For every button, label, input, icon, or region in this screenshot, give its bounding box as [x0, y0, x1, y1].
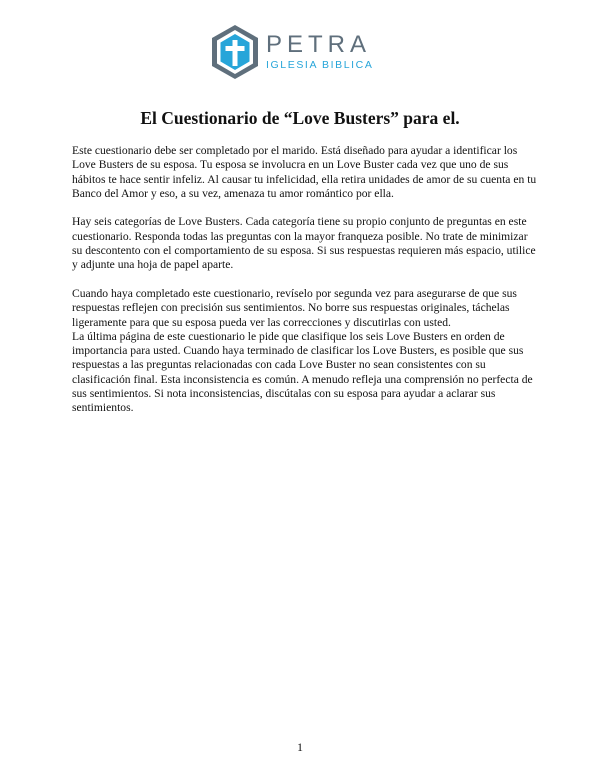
logo-name: PETRA	[266, 31, 372, 58]
logo-subtitle: IGLESIA BIBLICA	[266, 59, 374, 71]
cross-shield-icon	[210, 24, 260, 80]
paragraph-review: Cuando haya completado este cuestionario, revíselo por segunda vez para asegurarse de que sus respuestas reflejen con precisión sus sentimientos. No borre sus respuestas originales, táchelas ligeramente para que su esposa pueda ver las correcciones y discutirlas con usted.	[72, 286, 517, 329]
paragraph-categories: Hay seis categorías de Love Busters. Cada categoría tiene su propio conjunto de preguntas en este cuestionario. Responda todas las preguntas con la mayor franqueza posible. No trate de minimizar su descontento con el comportamiento de su esposa. Si sus respuestas requieren más espacio, utilice y adjunte una hoja de papel aparte.	[72, 215, 536, 272]
document-title: El Cuestionario de “Love Busters” para el.	[140, 108, 460, 128]
paragraph-intro: Este cuestionario debe ser completado por el marido. Está diseñado para ayudar a identificar los Love Busters de su esposa. Tu esposa se involucra en un Love Buster cada vez que uno de sus hábitos te hace sentir infeliz. Al causar tu infelicidad, ella retira unidades de amor de su cuenta en tu Banco del Amor y eso, a su vez, amenaza tu amor romántico por ella.	[72, 144, 537, 200]
document-body	[72, 144, 538, 430]
paragraph-ranking: La última página de este cuestionario le pide que clasifique los seis Love Busters en orden de importancia para usted. Cuando haya terminado de clasificar los Love Busters, es posible que sus respuestas a las preguntas relacionadas con cada Love Buster no sean consistentes con su clasificación final. Esta inconsistencia es común. A menudo refleja una comprensión no perfecta de sus sentimientos. Si nota inconsistencias, discútalas con su esposa para ayudar a aclarar sus sentimientos.	[72, 329, 533, 415]
church-logo	[210, 24, 380, 80]
page-number: 1	[297, 740, 303, 754]
